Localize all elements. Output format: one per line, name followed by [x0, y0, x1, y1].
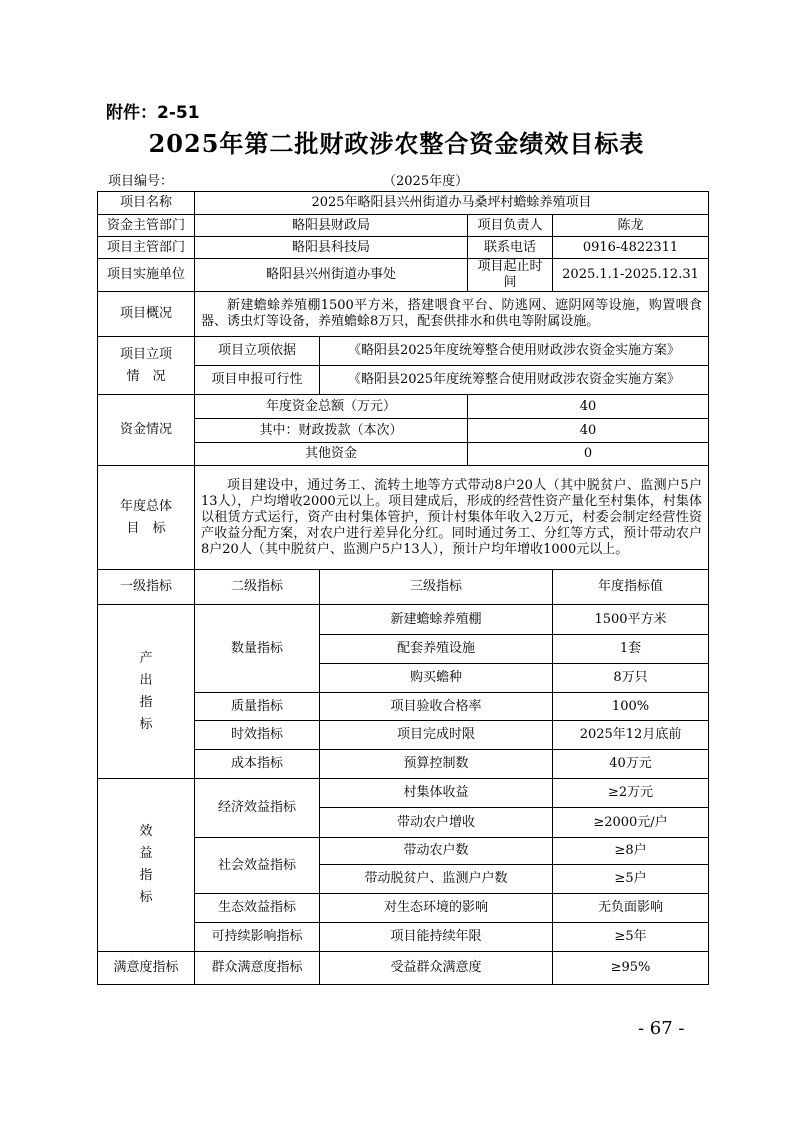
cell-value: 0916-4822311 [553, 237, 709, 259]
table-row [98, 952, 709, 985]
approval-label-line1: 项目立项 [119, 346, 172, 362]
approval-label [98, 337, 195, 395]
cell-label: 时效指标 [195, 721, 320, 750]
attachment-label: 附件：2-51 [106, 103, 200, 123]
indicator-value: 40万元 [553, 750, 709, 779]
indicator-value: ≥8户 [553, 838, 709, 865]
indicator-value: ≥2000元/户 [553, 808, 709, 838]
table-row [98, 192, 709, 215]
page-title: 2025年第二批财政涉农整合资金绩效目标表 [148, 129, 645, 158]
indicator-value: 8万只 [553, 664, 709, 693]
cell-value: 《略阳县2025年度统筹整合使用财政涉农资金实施方案》 [320, 366, 709, 395]
goal-label-line1: 年度总体 [119, 498, 172, 514]
indicator-name: 配套养殖设施 [320, 635, 553, 664]
indicator-name: 带动农户增收 [320, 808, 553, 838]
header-cell: 一级指标 [98, 570, 195, 605]
indicator-value: 2025年12月底前 [553, 721, 709, 750]
cell-label: 社会效益指标 [195, 838, 320, 894]
indicator-name: 对生态环境的影响 [320, 894, 553, 923]
indicator-name: 项目完成时限 [320, 721, 553, 750]
indicator-name: 新建蟾蜍养殖棚 [320, 605, 553, 635]
cell-value: 略阳县科技局 [195, 237, 468, 259]
cell-label: 其中：财政拨款（本次） [195, 419, 468, 443]
table-row [98, 292, 709, 337]
cell-label: 质量指标 [195, 693, 320, 721]
indicator-value: ≥5户 [553, 865, 709, 894]
indicator-name: 村集体收益 [320, 779, 553, 808]
indicator-value: ≥5年 [553, 923, 709, 952]
table-row [98, 466, 709, 570]
cell-label: 项目立项依据 [195, 337, 320, 366]
indicator-value: 1500平方米 [553, 605, 709, 635]
indicator-name: 项目能持续年限 [320, 923, 553, 952]
cell-label: 生态效益指标 [195, 894, 320, 923]
table-row [98, 570, 709, 605]
cell-value: 略阳县兴州街道办事处 [195, 259, 468, 292]
cell-label: 年度资金总额（万元） [195, 395, 468, 419]
cell-label: 资金主管部门 [98, 215, 195, 237]
indicator-value: 无负面影响 [553, 894, 709, 923]
cell-value: 40 [468, 395, 709, 419]
indicator-value: 100% [553, 693, 709, 721]
indicator-name: 带动脱贫户、监测户户数 [320, 865, 553, 894]
cell-label: 满意度指标 [98, 952, 195, 985]
indicator-value: 1套 [553, 635, 709, 664]
cell-label: 项目负责人 [468, 215, 553, 237]
table-row [98, 779, 709, 808]
table-row [98, 259, 709, 292]
cell-label: 项目实施单位 [98, 259, 195, 292]
header-cell: 三级指标 [320, 570, 553, 605]
cell-value: 《略阳县2025年度统筹整合使用财政涉农资金实施方案》 [320, 337, 709, 366]
table-row [98, 237, 709, 259]
cell-label: 项目名称 [98, 192, 195, 215]
approval-label-line2: 情 况 [126, 368, 166, 384]
cell-value: 2025.1.1-2025.12.31 [553, 259, 709, 292]
cell-label: 项目申报可行性 [195, 366, 320, 395]
cell-value: 陈龙 [553, 215, 709, 237]
header-cell: 二级指标 [195, 570, 320, 605]
cell-label: 数量指标 [195, 605, 320, 693]
goal-label [98, 466, 195, 570]
page-number: - 67 - [638, 1018, 685, 1039]
indicator-name: 受益群众满意度 [320, 952, 553, 985]
cell-label: 项目起止时间 [468, 259, 553, 292]
header-cell: 年度指标值 [553, 570, 709, 605]
table-row [98, 337, 709, 366]
goal-label-line2: 目 标 [126, 520, 166, 536]
table-row [98, 215, 709, 237]
cell-value: 0 [468, 443, 709, 466]
indicator-value: ≥2万元 [553, 779, 709, 808]
project-name: 2025年略阳县兴州街道办马桑坪村蟾蜍养殖项目 [195, 192, 709, 215]
indicator-name: 项目验收合格率 [320, 693, 553, 721]
cell-label: 项目主管部门 [98, 237, 195, 259]
indicator-name: 带动农户数 [320, 838, 553, 865]
indicator-name: 预算控制数 [320, 750, 553, 779]
output-indicator-label [98, 605, 195, 779]
table-row [98, 395, 709, 419]
annual-goal: 项目建设中，通过务工、流转土地等方式带动8户20人（其中脱贫户、监测户5户13人），户均增收2000元以上。项目建成后，形成的经营性资产量化至村集体，村集体以租赁方式运行，资产由村集体管护，预计村集体年收入2万元，村委会制定经营性资产收益分配方案，对农户进行差异化分红。同时通过务工、分红等方式，预计带动农户8户20人（其中脱贫户、监测户5户13人），预计户均年增收1000元以上。 [195, 466, 709, 570]
project-number-label: 项目编号： [108, 174, 174, 189]
indicator-name: 购买蟾种 [320, 664, 553, 693]
benefit-indicator-label [98, 779, 195, 952]
cell-label: 成本指标 [195, 750, 320, 779]
project-overview: 新建蟾蜍养殖棚1500平方米，搭建喂食平台、防逃网、遮阴网等设施，购置喂食器、诱虫灯等设备，养殖蟾蜍8万只，配套供排水和供电等附属设施。 [195, 292, 709, 337]
cell-label: 经济效益指标 [195, 779, 320, 838]
table-row [98, 605, 709, 635]
output-indicator-text: 产出指标 [139, 650, 153, 732]
benefit-indicator-text: 效益指标 [139, 824, 153, 905]
cell-label: 群众满意度指标 [195, 952, 320, 985]
cell-label: 其他资金 [195, 443, 468, 466]
cell-value: 略阳县财政局 [195, 215, 468, 237]
funds-label: 资金情况 [98, 395, 195, 466]
indicator-value: ≥95% [553, 952, 709, 985]
cell-label: 联系电话 [468, 237, 553, 259]
cell-label: 可持续影响指标 [195, 923, 320, 952]
cell-value: 40 [468, 419, 709, 443]
performance-table [97, 191, 709, 985]
year-label: （2025年度） [383, 174, 469, 189]
cell-label: 项目概况 [98, 292, 195, 337]
